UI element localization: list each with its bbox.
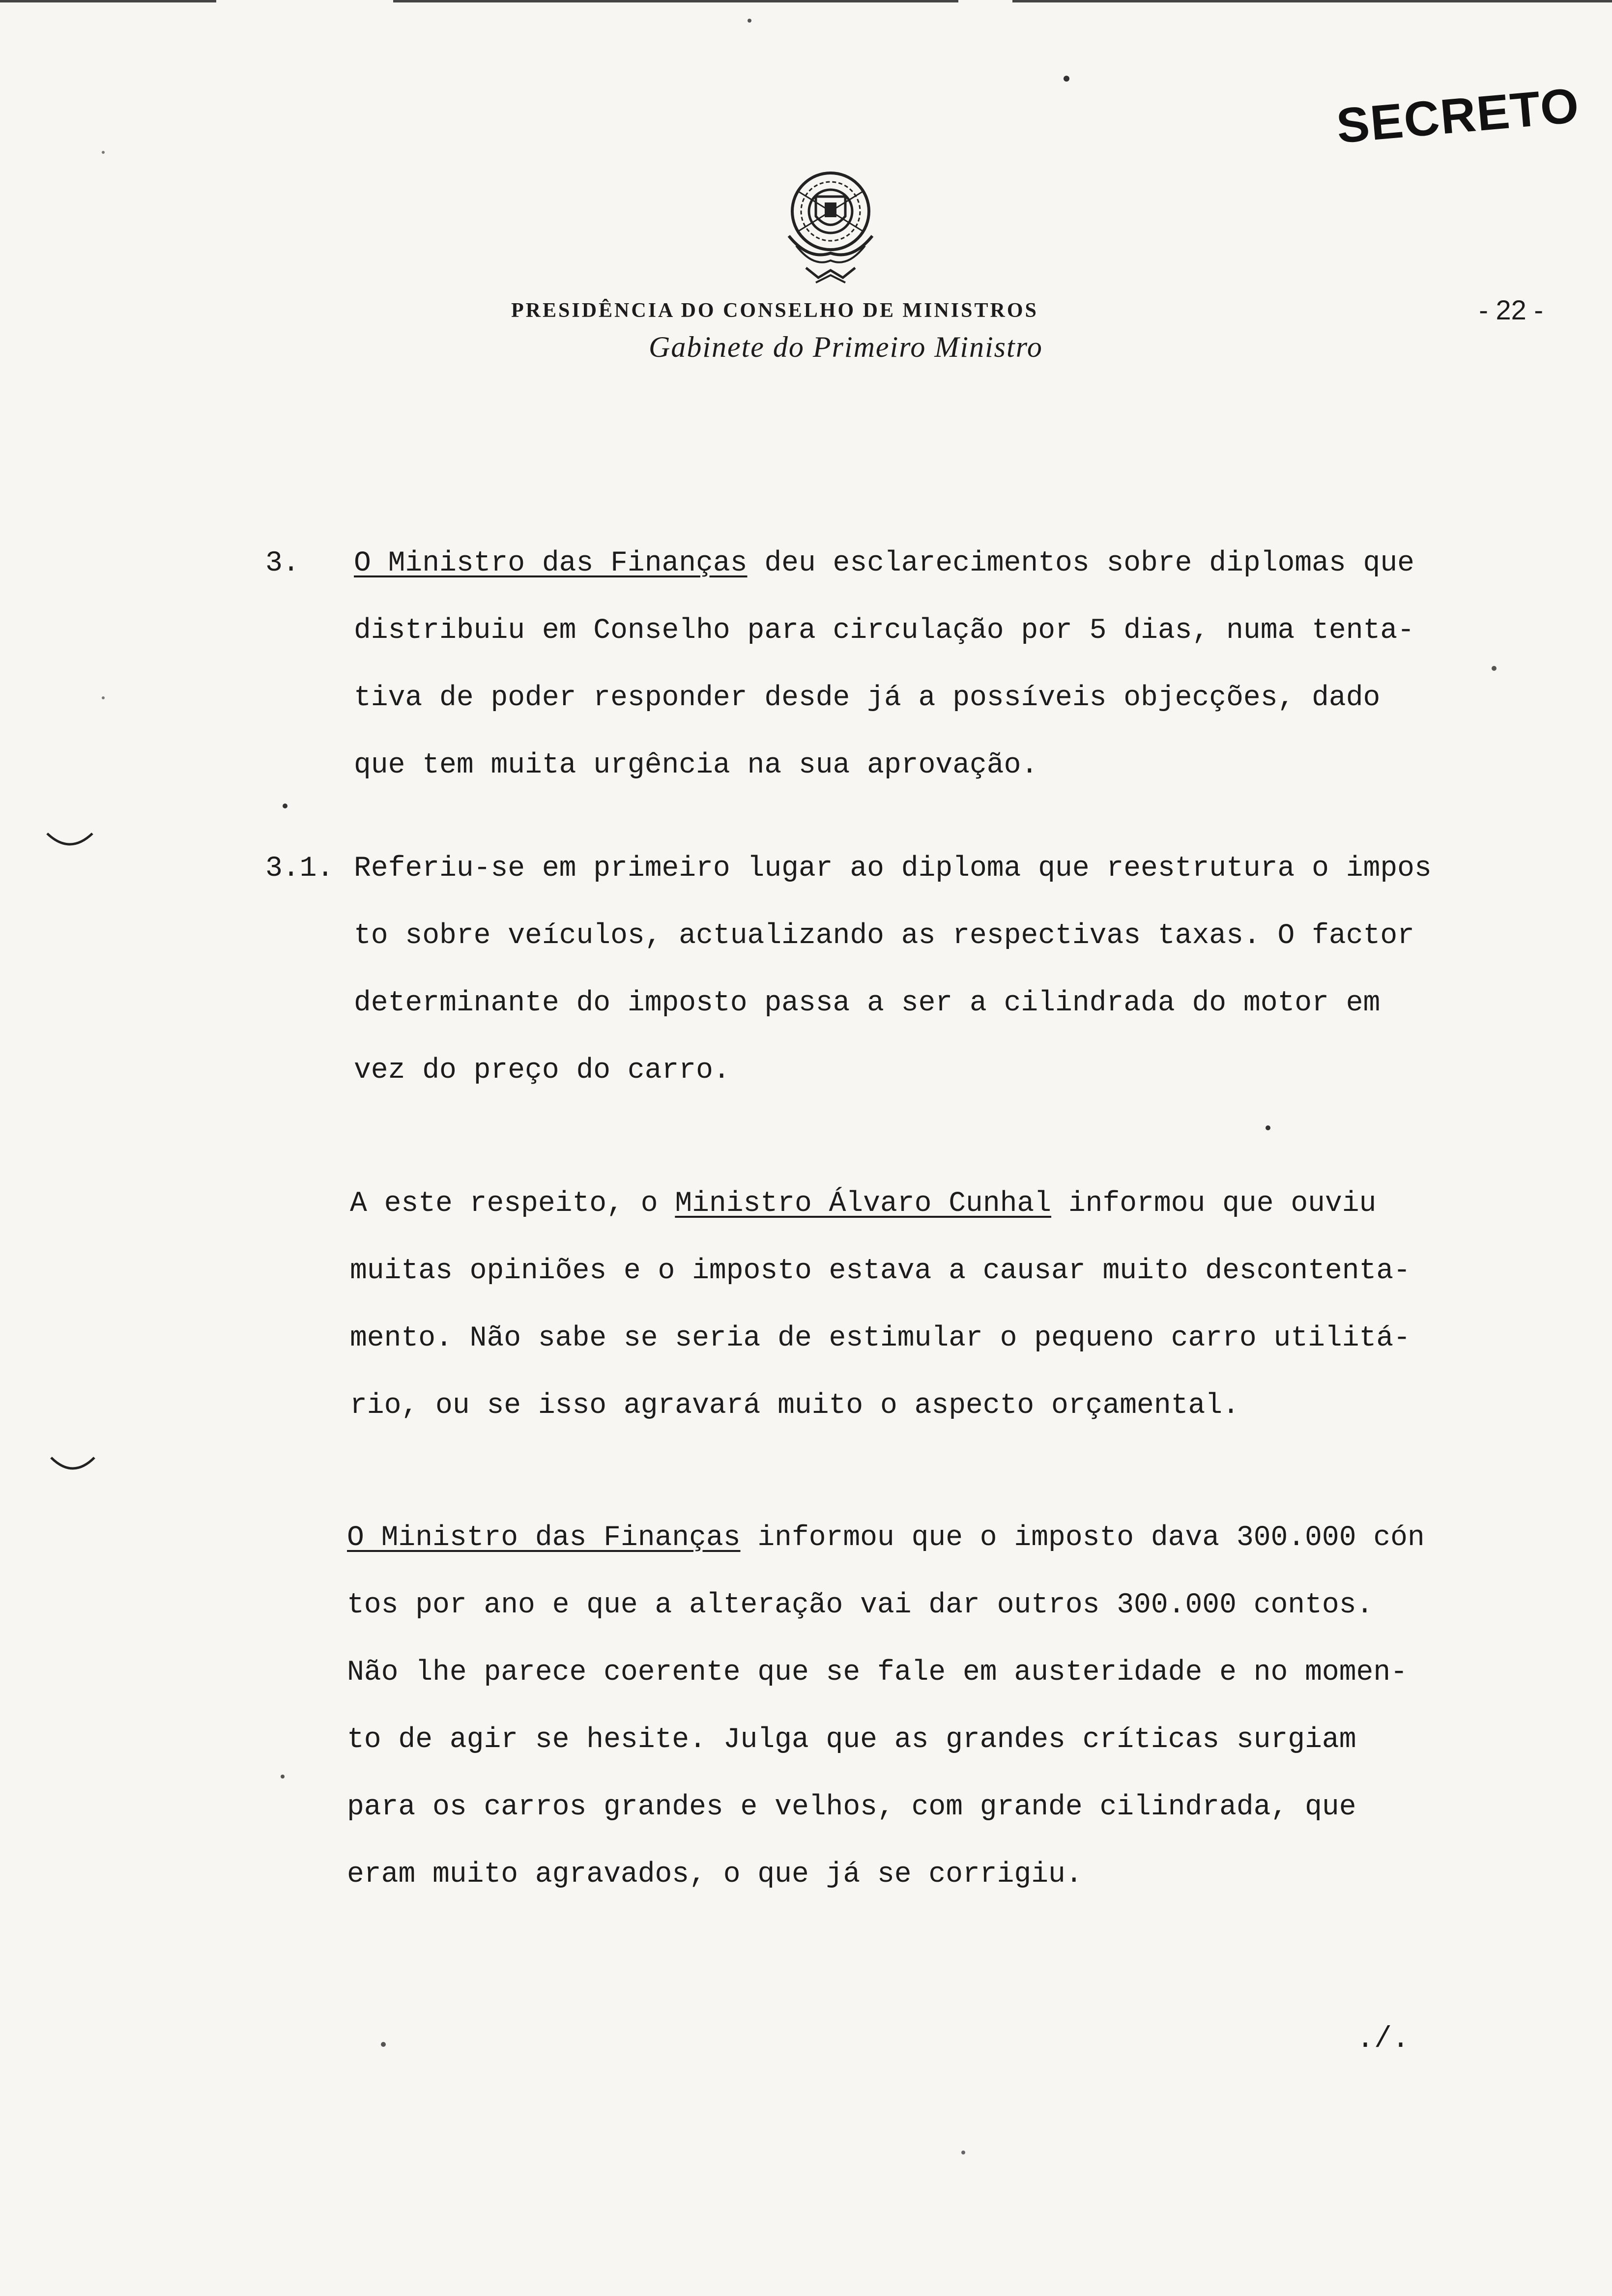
- text-line: [354, 546, 1414, 581]
- text-line: [350, 1389, 1239, 1423]
- text-line: [350, 1254, 1410, 1289]
- text-line: [354, 919, 1414, 953]
- text-line: [347, 1656, 1408, 1690]
- text-line: [347, 1723, 1356, 1757]
- text-line: [354, 852, 1432, 886]
- text-line: [354, 986, 1380, 1021]
- text-run: determinante do imposto passa a ser a cilindrada do motor em: [354, 987, 1381, 1019]
- text-line: [347, 1790, 1356, 1825]
- secret-stamp: SECRETO: [1334, 78, 1582, 154]
- text-run: mento. Não sabe se seria de estimular o pequeno carro utilitá-: [350, 1322, 1410, 1354]
- item-number: 3.1.: [265, 853, 334, 885]
- page-number: - 22 -: [1479, 294, 1543, 325]
- text-run: informou que o imposto dava 300.000 cón: [740, 1522, 1425, 1554]
- text-run: to sobre veículos, actualizando as respectivas taxas. O factor: [354, 920, 1414, 952]
- underlined-name: O Ministro das Finanças: [347, 1522, 741, 1554]
- underlined-name: Ministro Álvaro Cunhal: [675, 1188, 1052, 1220]
- text-run: eram muito agravados, o que já se corrigiu.: [347, 1859, 1083, 1891]
- text-line: [354, 1054, 730, 1088]
- top-edge-rule: [1012, 0, 1612, 2]
- text-run: deu esclarecimentos sobre diplomas que: [747, 547, 1414, 579]
- text-line: [347, 1858, 1083, 1892]
- text-run: A este respeito, o: [350, 1188, 675, 1220]
- text-run: tiva de poder responder desde já a possíveis objecções, dado: [354, 682, 1381, 714]
- text-run: Referiu-se em primeiro lugar ao diploma que reestrutura o impos: [354, 853, 1432, 885]
- text-run: informou que ouviu: [1051, 1188, 1377, 1220]
- text-run: que tem muita urgência na sua aprovação.: [354, 749, 1038, 781]
- text-line: [354, 614, 1414, 648]
- text-line: [347, 1588, 1373, 1623]
- top-edge-rule: [0, 0, 216, 2]
- top-edge-rule: [393, 0, 958, 2]
- text-line: [347, 1521, 1425, 1555]
- text-run: tos por ano e que a alteração vai dar outros 300.000 contos.: [347, 1589, 1374, 1621]
- item-number: 3.: [265, 547, 300, 579]
- cabinet-heading: Gabinete do Primeiro Ministro: [649, 331, 1043, 363]
- text-run: vez do preço do carro.: [354, 1055, 730, 1087]
- text-run: to de agir se hesite. Julga que as grandes críticas surgiam: [347, 1724, 1356, 1756]
- coat-of-arms-emblem: [769, 162, 892, 290]
- text-run: para os carros grandes e velhos, com grande cilindrada, que: [347, 1791, 1356, 1823]
- punch-hole-mark: [45, 831, 94, 852]
- text-run: rio, ou se isso agravará muito o aspecto orçamental.: [350, 1390, 1239, 1422]
- text-line: [350, 1187, 1376, 1221]
- underlined-name: O Ministro das Finanças: [354, 547, 748, 579]
- punch-hole-mark: [49, 1455, 96, 1476]
- office-heading: PRESIDÊNCIA DO CONSELHO DE MINISTROS: [511, 299, 1038, 322]
- text-run: distribuiu em Conselho para circulação por 5 dias, numa tenta-: [354, 615, 1414, 647]
- text-run: muitas opiniões e o imposto estava a causar muito descontenta-: [350, 1255, 1410, 1287]
- text-line: [350, 1321, 1410, 1356]
- text-line: [354, 748, 1038, 783]
- text-line: [354, 681, 1380, 716]
- text-run: Não lhe parece coerente que se fale em austeridade e no momen-: [347, 1657, 1408, 1689]
- continuation-mark: ./.: [1356, 2023, 1410, 2056]
